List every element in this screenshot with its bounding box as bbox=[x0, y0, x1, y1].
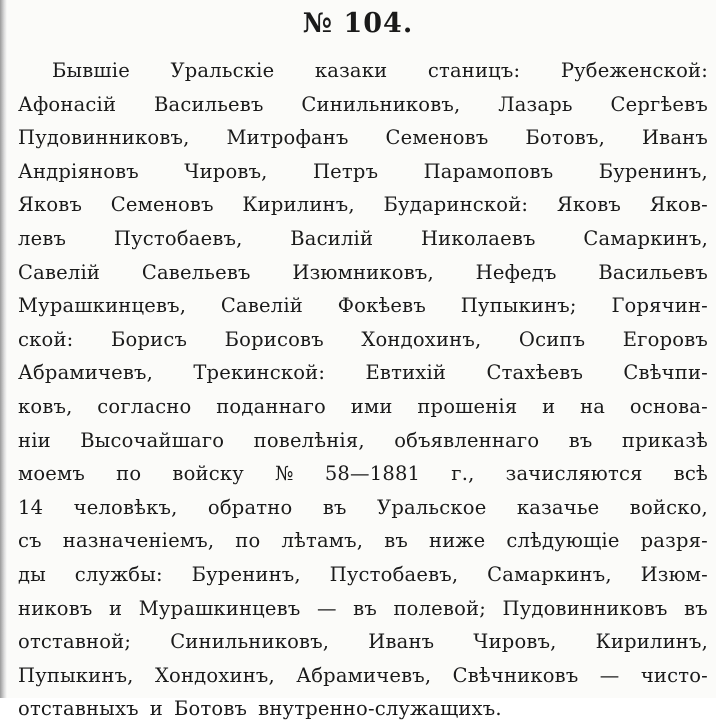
text-word: человѣкъ, bbox=[73, 495, 178, 519]
text-word: Евтихій bbox=[365, 361, 447, 385]
text-word: Пудовинниковъ, bbox=[18, 126, 190, 150]
text-word: Самаркинъ, bbox=[583, 226, 708, 250]
text-line bbox=[18, 457, 708, 491]
text-word: ніи bbox=[18, 428, 51, 452]
text-word: обратно bbox=[207, 495, 293, 519]
text-word: отставныхъ bbox=[18, 697, 139, 721]
text-word: по bbox=[235, 529, 261, 553]
text-word: разря- bbox=[640, 529, 708, 553]
text-line bbox=[18, 188, 708, 222]
text-word: Ботовъ bbox=[173, 697, 248, 721]
text-word: Егоровъ bbox=[622, 327, 708, 351]
text-word: ими bbox=[350, 394, 393, 418]
text-word: Изюм- bbox=[640, 562, 708, 586]
text-word: Афонасій bbox=[18, 92, 117, 116]
text-word: Рубеженской: bbox=[560, 59, 708, 82]
text-word: Трекинской: bbox=[193, 361, 326, 385]
text-word: ской: bbox=[18, 327, 74, 351]
text-word: слѣдующіе bbox=[506, 529, 620, 553]
text-word: Яковъ bbox=[556, 193, 621, 217]
text-word: Изюмниковъ, bbox=[292, 260, 434, 284]
text-word: Чировъ, bbox=[473, 630, 557, 654]
text-word: внутренно-служащихъ. bbox=[258, 697, 502, 721]
text-word: казаки bbox=[314, 59, 388, 82]
text-line bbox=[18, 222, 708, 256]
text-word: Самаркинъ, bbox=[487, 562, 612, 586]
text-word: Абрамичевъ, bbox=[296, 663, 432, 687]
text-word: никовъ bbox=[18, 596, 93, 620]
text-word: Фокѣевъ bbox=[337, 294, 426, 318]
text-word: назначеніемъ, bbox=[62, 529, 215, 553]
text-word: Горячин- bbox=[611, 294, 708, 318]
text-word: Хондохинъ, bbox=[154, 663, 275, 687]
text-word: основа- bbox=[629, 394, 708, 418]
text-word: отставной; bbox=[18, 630, 132, 654]
text-line bbox=[18, 88, 708, 122]
text-word: всѣ bbox=[673, 462, 708, 486]
text-word: чисто- bbox=[640, 663, 708, 687]
text-word: Буренинъ, bbox=[598, 159, 708, 183]
text-line bbox=[18, 121, 708, 155]
text-word: службы: bbox=[74, 562, 163, 586]
text-word: Васильевъ bbox=[153, 92, 264, 116]
text-word: войску bbox=[172, 462, 244, 486]
text-word: Пустобаевъ, bbox=[329, 562, 459, 586]
text-word: на bbox=[580, 394, 606, 418]
text-word: Свѣчниковъ bbox=[452, 663, 579, 687]
text-word: Синильниковъ, bbox=[170, 630, 330, 654]
text-word: Осипъ bbox=[518, 327, 586, 351]
text-word: приказѣ bbox=[621, 428, 708, 452]
text-word: Савелій bbox=[220, 294, 303, 318]
text-word: Свѣчпи- bbox=[623, 361, 708, 385]
text-word: поданнаго bbox=[216, 394, 326, 418]
text-word: Буренинъ, bbox=[191, 562, 301, 586]
page-edge-shadow bbox=[0, 0, 7, 698]
text-word: левъ bbox=[18, 226, 67, 250]
text-word: Савелій bbox=[18, 260, 101, 284]
order-number-heading: № 104. bbox=[302, 8, 414, 39]
text-line bbox=[18, 256, 708, 290]
text-word: и bbox=[149, 697, 163, 721]
text-word: Николаевъ bbox=[420, 226, 536, 250]
text-word: 58—1881 bbox=[324, 462, 421, 486]
text-word: Василій bbox=[290, 226, 374, 250]
text-word: Бывшіе bbox=[52, 59, 130, 82]
text-word: согласно bbox=[97, 394, 192, 418]
text-word: и bbox=[542, 394, 556, 418]
text-word: Уральскіе bbox=[170, 59, 275, 82]
text-word: зачисляются bbox=[505, 462, 643, 486]
text-word: ды bbox=[18, 562, 46, 586]
text-line bbox=[18, 323, 708, 357]
text-word: войско, bbox=[629, 495, 708, 519]
text-line bbox=[18, 524, 708, 558]
text-word: въ bbox=[684, 596, 708, 620]
text-line bbox=[18, 424, 708, 458]
text-word: Яковъ bbox=[18, 193, 83, 217]
text-word: Иванъ bbox=[368, 630, 435, 654]
text-word: съ bbox=[18, 529, 42, 553]
text-word: Яков- bbox=[649, 193, 708, 217]
text-word: Мурашкинцевъ, bbox=[18, 294, 187, 318]
text-word: — bbox=[316, 596, 337, 620]
text-word: Борисовъ bbox=[224, 327, 324, 351]
text-word: Абрамичевъ, bbox=[18, 361, 153, 385]
text-word: Мурашкинцевъ bbox=[138, 596, 301, 620]
text-word: ниже bbox=[429, 529, 486, 553]
text-word: повелѣнія, bbox=[253, 428, 365, 452]
text-word: ковъ, bbox=[18, 394, 73, 418]
text-line bbox=[18, 659, 708, 693]
text-word: Синильниковъ, bbox=[301, 92, 461, 116]
text-line bbox=[18, 558, 708, 592]
text-word: Кирилинъ, bbox=[242, 193, 355, 217]
cut-off-previous-line bbox=[40, 0, 680, 4]
text-line bbox=[18, 390, 708, 424]
text-line bbox=[18, 54, 708, 88]
text-line bbox=[18, 289, 708, 323]
text-line bbox=[18, 491, 708, 525]
text-word: Бударинской: bbox=[383, 193, 529, 217]
text-word: Семеновъ bbox=[110, 193, 214, 217]
text-word: Высочайшаго bbox=[80, 428, 225, 452]
text-word: Савельевъ bbox=[141, 260, 251, 284]
text-word: — bbox=[599, 663, 620, 687]
text-word: Сергѣевъ bbox=[610, 92, 708, 116]
text-word: станицъ: bbox=[427, 59, 521, 82]
order-body-text bbox=[18, 54, 708, 726]
text-word: № bbox=[275, 462, 294, 486]
text-word: Стахѣевъ bbox=[486, 361, 584, 385]
text-word: въ bbox=[384, 529, 408, 553]
text-word: казачье bbox=[516, 495, 600, 519]
text-word: Пустобаевъ, bbox=[113, 226, 243, 250]
text-word: въ bbox=[568, 428, 593, 452]
text-word: Борисъ bbox=[110, 327, 188, 351]
text-word: прошенія bbox=[417, 394, 518, 418]
text-word: Лазарь bbox=[498, 92, 573, 116]
text-word: лѣтамъ, bbox=[281, 529, 364, 553]
text-word: Андріяновъ bbox=[18, 159, 139, 183]
text-word: Митрофанъ bbox=[226, 126, 349, 150]
text-line bbox=[18, 625, 708, 659]
text-word: Хондохинъ, bbox=[361, 327, 482, 351]
text-line bbox=[18, 356, 708, 390]
text-word: Иванъ bbox=[641, 126, 708, 150]
text-word: въ bbox=[353, 596, 377, 620]
text-word: Ботовъ, bbox=[525, 126, 605, 150]
text-word: Пупыкинъ; bbox=[460, 294, 577, 318]
text-line bbox=[18, 592, 708, 626]
text-word: Уральское bbox=[377, 495, 487, 519]
text-word: полевой; bbox=[393, 596, 487, 620]
text-word: по bbox=[116, 462, 142, 486]
text-word: Семеновъ bbox=[385, 126, 489, 150]
text-word: Нефедъ bbox=[475, 260, 557, 284]
text-word: въ bbox=[322, 495, 347, 519]
text-word: Пупыкинъ, bbox=[18, 663, 134, 687]
text-word: 14 bbox=[18, 495, 44, 519]
text-word: моемъ bbox=[18, 462, 86, 486]
text-line bbox=[18, 692, 708, 726]
text-word: объявленнаго bbox=[394, 428, 540, 452]
text-word: Петръ bbox=[312, 159, 379, 183]
text-word: г., bbox=[451, 462, 475, 486]
text-word: Парамоповъ bbox=[423, 159, 554, 183]
text-word: Пудовинниковъ bbox=[502, 596, 668, 620]
text-word: Васильевъ bbox=[598, 260, 708, 284]
text-line bbox=[18, 155, 708, 189]
text-word: Чировъ, bbox=[184, 159, 268, 183]
text-word: и bbox=[109, 596, 123, 620]
text-word: Кирилинъ, bbox=[595, 630, 708, 654]
